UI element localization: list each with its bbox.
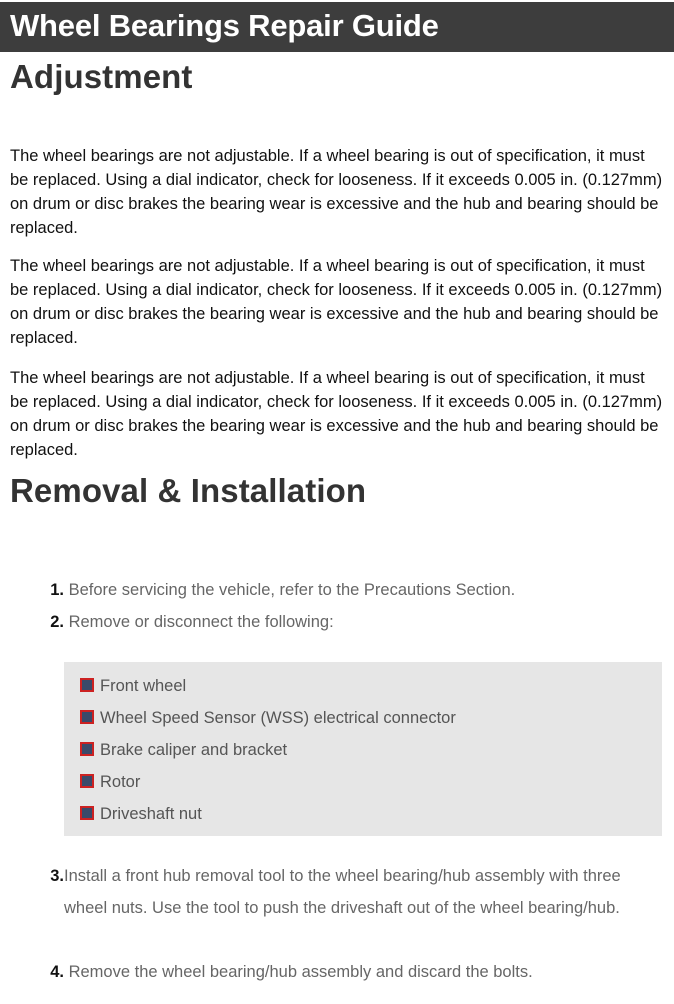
step-text: Install a front hub removal tool to the wheel bearing/hub assembly with three wheel nuts. Use the tool to push the driveshaft out of the wheel bearing/hub.	[64, 867, 621, 917]
adjustment-paragraph-2: The wheel bearings are not adjustable. If a wheel bearing is out of specification, it must be replaced. Using a dial indicator, check for looseness. If it exceeds 0.005 in. (0.127mm) on drum or disc brakes the bearing wear is excessive and the hub and bearing should be replaced.	[10, 257, 663, 347]
adjustment-paragraph-3: The wheel bearings are not adjustable. If a wheel bearing is out of specification, it must be replaced. Using a dial indicator, check for looseness. If it exceeds 0.005 in. (0.127mm) on drum or disc brakes the bearing wear is excessive and the hub and bearing should be replaced.	[10, 369, 663, 459]
list-item	[80, 798, 202, 830]
square-bullet-icon	[80, 678, 94, 692]
page-title: Wheel Bearings Repair Guide	[10, 8, 439, 43]
list-item	[80, 734, 287, 766]
header-bar	[0, 2, 674, 52]
step-number: 3.	[50, 867, 64, 885]
adjustment-paragraph-1: The wheel bearings are not adjustable. If a wheel bearing is out of specification, it must be replaced. Using a dial indicator, check for looseness. If it exceeds 0.005 in. (0.127mm) on drum or disc brakes the bearing wear is excessive and the hub and bearing should be replaced.	[10, 147, 663, 237]
adjustment-heading: Adjustment	[10, 58, 193, 95]
square-bullet-icon	[80, 774, 94, 788]
disconnect-list	[64, 662, 662, 836]
list-item-text: Rotor	[100, 773, 141, 791]
step-2	[10, 606, 660, 638]
list-item-text: Wheel Speed Sensor (WSS) electrical connector	[100, 709, 456, 727]
step-3	[10, 860, 660, 924]
removal-heading: Removal & Installation	[10, 472, 367, 509]
step-text: Remove or disconnect the following:	[68, 613, 334, 631]
list-item-text: Brake caliper and bracket	[100, 741, 288, 759]
square-bullet-icon	[80, 710, 94, 724]
step-text: Remove the wheel bearing/hub assembly and discard the bolts.	[68, 963, 533, 981]
step-number: 1.	[50, 581, 64, 599]
step-text: Before servicing the vehicle, refer to the Precautions Section.	[68, 581, 516, 599]
list-item-text: Driveshaft nut	[100, 805, 202, 823]
list-item	[80, 670, 186, 702]
list-item-text: Front wheel	[100, 677, 187, 695]
square-bullet-icon	[80, 742, 94, 756]
step-4	[10, 956, 660, 988]
square-bullet-icon	[80, 806, 94, 820]
step-number: 2.	[50, 613, 64, 631]
step-1	[10, 574, 660, 606]
list-item	[80, 702, 456, 734]
list-item	[80, 766, 140, 798]
step-number: 4.	[50, 963, 64, 981]
